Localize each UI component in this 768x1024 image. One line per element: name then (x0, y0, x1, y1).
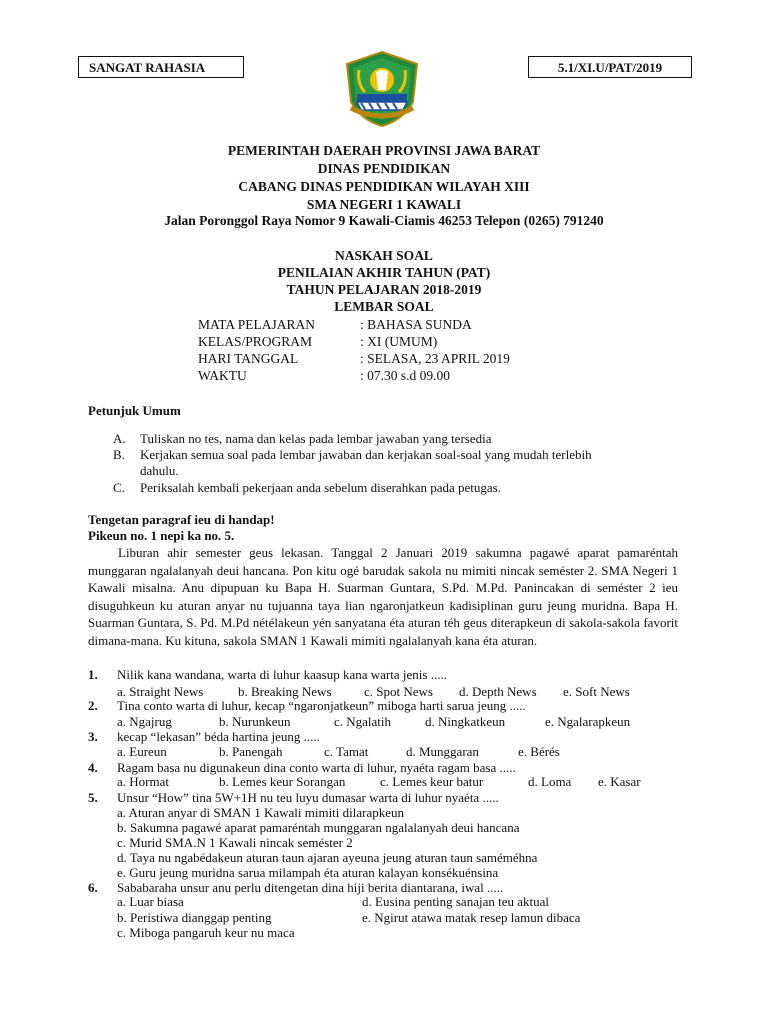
answer-option: d. Eusina penting sanajan teu aktual (362, 894, 550, 909)
answer-option: c. Murid SMA.N 1 Kawali nincak seméster 2 (117, 835, 353, 850)
org-line-address: Jalan Poronggol Raya Nomor 9 Kawali-Ciamis 46253 Telepon (0265) 791240 (164, 213, 604, 228)
answer-option: c. Spot News (364, 684, 433, 699)
org-line-province: PEMERINTAH DAERAH PROVINSI JAWA BARAT (227, 143, 541, 158)
question: 1. Nilik kana wandana, warta di luhur kaasup kana warta jenis ..... (88, 667, 447, 682)
info-row-time: WAKTU : 07.30 s.d 09.00 (198, 368, 451, 383)
answer-option: e. Ngalarapkeun (545, 714, 631, 729)
answer-option: a. Straight News (117, 684, 204, 699)
instructions-heading: Petunjuk Umum (88, 403, 181, 418)
info-row-date: HARI TANGGAL : SELASA, 23 APRIL 2019 (198, 351, 510, 366)
answer-option: d. Depth News (459, 684, 537, 699)
info-row-subject: MATA PELAJARAN : BAHASA SUNDA (198, 317, 472, 332)
title-line-1: NASKAH SOAL (335, 248, 433, 263)
title-line-4: LEMBAR SOAL (334, 299, 434, 314)
answer-option: a. Eureun (117, 744, 167, 759)
answer-option: d. Ningkatkeun (425, 714, 506, 729)
instruction-item: A. Tuliskan no tes, nama dan kelas pada lembar jawaban yang tersedia (113, 431, 492, 446)
answer-option: e. Bérés (518, 744, 560, 759)
instruction-item-continued: dahulu. (140, 463, 179, 478)
answer-option: b. Peristiwa dianggap penting (117, 910, 272, 925)
question: 3. kecap “lekasan” béda hartina jeung ..... (88, 729, 320, 744)
answer-option: b. Nurunkeun (219, 714, 291, 729)
answer-option: c. Ngalatih (334, 714, 392, 729)
title-line-3: TAHUN PELAJARAN 2018-2019 (286, 282, 482, 297)
answer-option: d. Loma (528, 774, 572, 789)
info-row-class: KELAS/PROGRAM : XI (UMUM) (198, 334, 438, 349)
instruction-item: B. Kerjakan semua soal pada lembar jawaban dan kerjakan soal-soal yang mudah terlebih (113, 447, 592, 462)
document-code: 5.1/XI.U/PAT/2019 (528, 56, 692, 78)
org-line-department: DINAS PENDIDIKAN (317, 161, 451, 176)
answer-option: b. Sakumna pagawé aparat pamaréntah munggaran ngalalanyah deui hancana (117, 820, 520, 835)
answer-option: e. Guru jeung muridna sarua milampah éta aturan kalayan konsékuénsina (117, 865, 499, 880)
question: 4. Ragam basa nu digunakeun dina conto warta di luhur, nyaéta ragam basa ..... (88, 760, 516, 775)
question: 5. Unsur “How” tina 5W+1H nu teu luyu dumasar warta di luhur nyaéta ..... (88, 790, 499, 805)
question: 2. Tina conto warta di luhur, kecap “ngaronjatkeun” miboga harti sarua jeung ..... (88, 698, 526, 713)
answer-option: e. Kasar (598, 774, 641, 789)
title-line-2: PENILAIAN AKHIR TAHUN (PAT) (277, 265, 491, 280)
classification-label: SANGAT RAHASIA (78, 56, 244, 78)
answer-option: b. Breaking News (238, 684, 332, 699)
answer-option: e. Ngirut atawa matak resep lamun dibaca (362, 910, 581, 925)
answer-option: b. Panengah (219, 744, 283, 759)
org-line-school: SMA NEGERI 1 KAWALI (306, 197, 462, 212)
answer-option: c. Miboga pangaruh keur nu maca (117, 925, 295, 940)
org-line-branch: CABANG DINAS PENDIDIKAN WILAYAH XIII (238, 179, 530, 194)
answer-option: a. Ngajrug (117, 714, 172, 729)
answer-option: a. Aturan anyar di SMAN 1 Kawali mimiti dilarapkeun (117, 805, 405, 820)
instruction-item: C. Periksalah kembali pekerjaan anda sebelum diserahkan pada petugas. (113, 480, 501, 495)
reading-subheading: Pikeun no. 1 nepi ka no. 5. (88, 528, 235, 543)
answer-option: b. Lemes keur Sorangan (219, 774, 346, 789)
answer-option: d. Taya nu ngabédakeun aturan taun ajaran ayeuna jeung aturan taun saméméhna (117, 850, 538, 865)
question: 6. Sababaraha unsur anu perlu ditengetan dina hiji berita diantarana, iwal ..... (88, 880, 504, 895)
reading-paragraph: Liburan ahir semester geus lekasan. Tanggal 2 Januari 2019 sakumna pagawé aparat pamaréntah munggaran ngalalanyah deui hancana. Pon kitu ogé barudak sakola nu mimiti nincak seméster 2. SMA Negeri 1 Kawali misalna. Anu dipupuan ku Bapa H. Suarman Guntara, S.Pd. M.Pd. Panincakan di seméster 2 ieu disuguhkeun ku aturan anyar nu tujuanna taya lian ngaronjatkeun kadisiplinan guru jeung muridna. Bapa H. Suarman Guntara, S. Pd. M.Pd nétélakeun yén sanyatana éta aturan téh geus diterapkeun di sakola-sakola favorit dimana-mana. Ku kituna, sakola SMAN 1 Kawali mimiti ngalalanyah kana éta aturan. (88, 545, 678, 648)
answer-option: c. Tamat (324, 744, 369, 759)
answer-option: d. Munggaran (406, 744, 479, 759)
west-java-emblem-logo (343, 50, 421, 128)
answer-option: a. Hormat (117, 774, 169, 789)
answer-option: c. Lemes keur batur (380, 774, 484, 789)
answer-option: a. Luar biasa (117, 894, 184, 909)
reading-heading: Tengetan paragraf ieu di handap! (88, 512, 275, 527)
answer-option: e. Soft News (563, 684, 630, 699)
